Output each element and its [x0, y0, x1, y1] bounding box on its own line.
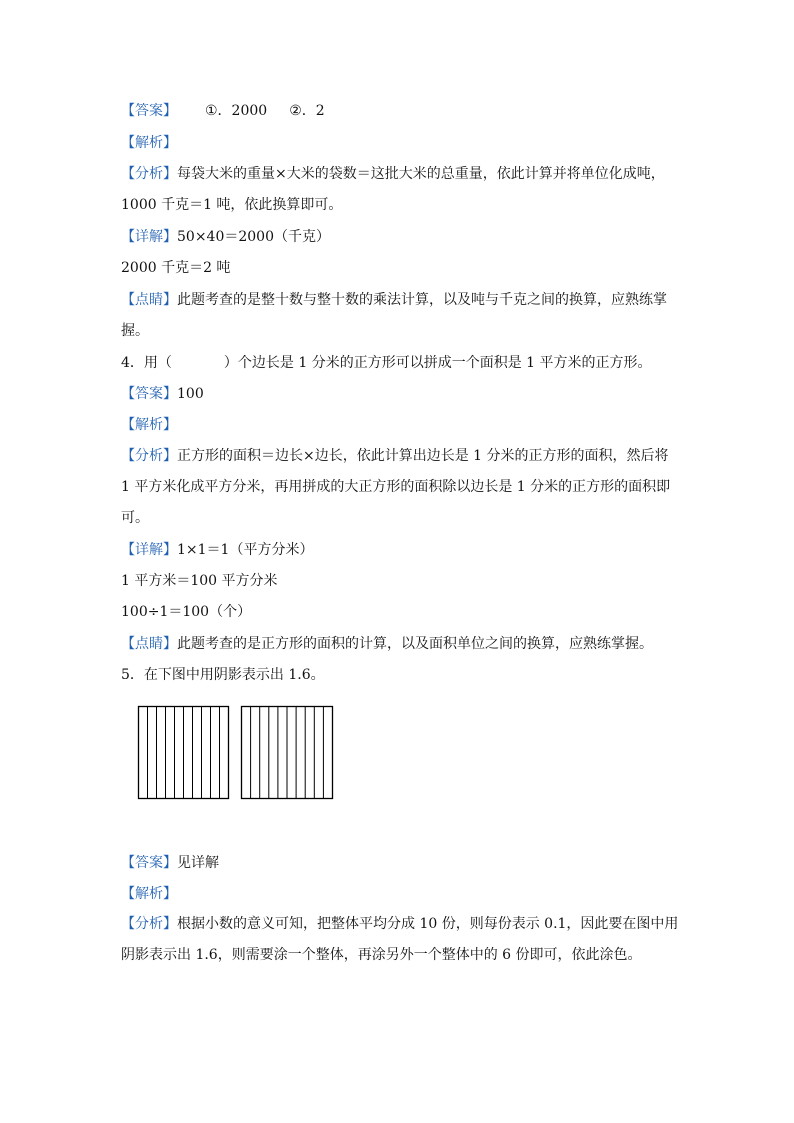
answer-tag: 【答案】 [121, 103, 177, 119]
answer-blank-1: ①．2000 [205, 103, 268, 119]
grid-rectangle-2 [242, 707, 333, 799]
dianjing-tag: 【点睛】 [121, 292, 177, 308]
answer-value: 100 [177, 386, 204, 402]
q4-question-suffix: ）个边长是 1 分米的正方形可以拼成一个面积是 1 平方米的正方形。 [223, 355, 652, 371]
xiangjie-text: 50×40＝2000（千克） [177, 229, 330, 245]
q4-xiangjie-line-2: 1 平方米＝100 平方分米 [121, 573, 278, 589]
q5-answer-line [121, 853, 219, 873]
xiangjie-text: 1×1＝1（平方分米） [177, 542, 314, 558]
q4-question-prefix: 4．用（ [121, 355, 172, 371]
q5-jiexi-tag: 【解析】 [121, 886, 177, 902]
answer-tag: 【答案】 [121, 855, 177, 871]
q3-fenxi-line-2: 1000 千克＝1 吨，依此换算即可。 [121, 197, 343, 213]
q5-fenxi-line-2: 阴影表示出 1.6，则需要涂一个整体，再涂另外一个整体中的 6 份即可，依此涂色。 [121, 947, 642, 963]
grid-rectangle-1 [139, 707, 229, 799]
q4-fenxi-line-3: 可。 [121, 510, 149, 526]
dianjing-tag: 【点睛】 [121, 636, 177, 652]
fenxi-text: 每袋大米的重量×大米的袋数＝这批大米的总重量，依此计算并将单位化成吨， [177, 166, 665, 182]
fenxi-tag: 【分析】 [121, 166, 177, 182]
answer-value: 见详解 [177, 855, 219, 871]
fenxi-tag: 【分析】 [121, 916, 177, 932]
fenxi-tag: 【分析】 [121, 448, 177, 464]
fenxi-text: 根据小数的意义可知，把整体平均分成 10 份，则每份表示 0.1，因此要在图中用 [177, 916, 679, 932]
q3-xiangjie-line-2: 2000 千克＝2 吨 [121, 260, 231, 276]
xiangjie-tag: 【详解】 [121, 542, 177, 558]
dianjing-text: 此题考查的是正方形的面积的计算，以及面积单位之间的换算，应熟练掌握。 [177, 636, 653, 652]
q5-fenxi-line-1 [121, 914, 678, 934]
answer-blank-2: ②．2 [289, 103, 325, 119]
q3-jiexi-tag: 【解析】 [121, 135, 177, 151]
q4-jiexi-tag: 【解析】 [121, 417, 177, 433]
xiangjie-tag: 【详解】 [121, 229, 177, 245]
dianjing-text: 此题考查的是整十数与整十数的乘法计算，以及吨与千克之间的换算，应熟练掌 [177, 292, 667, 308]
q3-dianjing-line-2: 握。 [121, 323, 149, 339]
answer-tag: 【答案】 [121, 386, 177, 402]
q4-xiangjie-line-3: 100÷1＝100（个） [121, 604, 252, 620]
q4-fenxi-line-2: 1 平方米化成平方分米，再用拼成的大正方形的面积除以边长是 1 分米的正方形的面积即 [121, 479, 671, 495]
q5-question: 5．在下图中用阴影表示出 1.6。 [121, 667, 325, 683]
fenxi-text: 正方形的面积＝边长×边长，依此计算出边长是 1 分米的正方形的面积，然后将 [177, 448, 669, 464]
